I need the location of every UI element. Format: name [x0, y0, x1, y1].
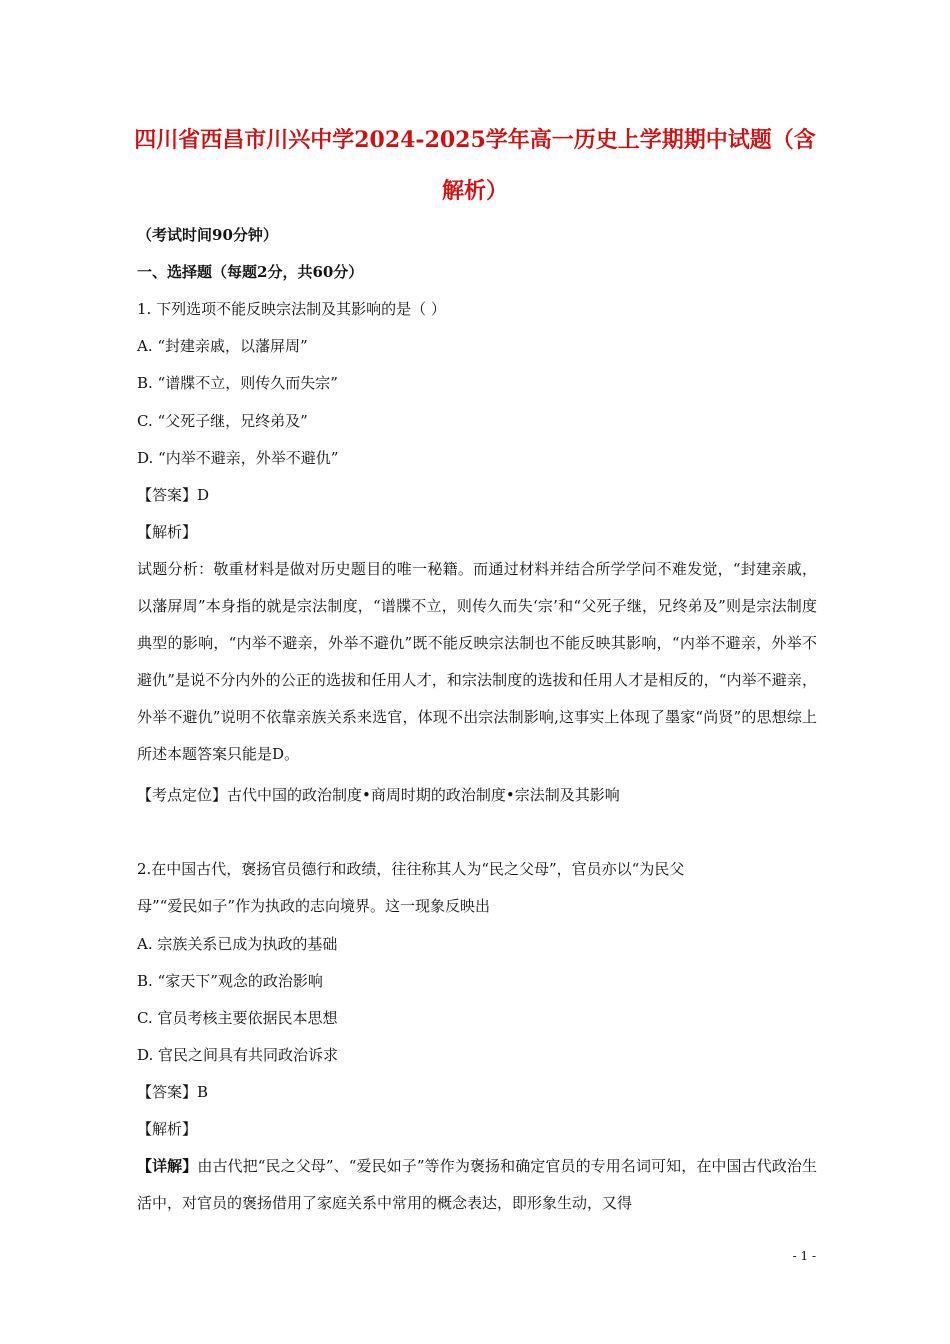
detail-paragraph [137, 1148, 817, 1222]
option-a: A. 宗族关系已成为执政的基础 [137, 935, 338, 953]
title-line-1: 四川省西昌市川兴中学2024-2025学年高一历史上学期期中试题（含 [134, 127, 816, 153]
option-b: B. “家天下”观念的政治影响 [137, 972, 323, 990]
detail-label: 【详解】 [137, 1157, 198, 1175]
analysis-label: 【解析】 [137, 1120, 198, 1138]
page-number: - 1 - [792, 1249, 816, 1263]
question-stem-line-1: 2.在中国古代，褒扬官员德行和政绩，往往称其人为“民之父母”，官员亦以“为民父 [137, 860, 685, 878]
question-stem: 1. 下列选项不能反映宗法制及其影响的是（ ） [137, 300, 446, 318]
answer: 【答案】D [137, 486, 210, 504]
kaodian: 【考点定位】古代中国的政治制度•商周时期的政治制度•宗法制及其影响 [137, 786, 620, 804]
question-stem-line-2: 母”“爱民如子”作为执政的志向境界。这一现象反映出 [137, 897, 491, 915]
section-header: 一、选择题（每题2分，共60分） [137, 263, 364, 281]
title-line-2: 解析） [441, 178, 508, 204]
option-c: C. 官员考核主要依据民本思想 [137, 1009, 338, 1027]
detail-text: 由古代把“民之父母”、“爱民如子”等作为褒扬和确定官员的专用名词可知，在中国古代政治生活中，对官员的褒扬借用了家庭关系中常用的概念表达，即形象生动，又得 [137, 1157, 817, 1212]
option-d: D. “内举不避亲，外举不避仇” [137, 449, 339, 467]
analysis-label: 【解析】 [137, 523, 198, 541]
option-a: A. “封建亲戚，以藩屏周” [137, 337, 308, 355]
option-c: C. “父死子继，兄终弟及” [137, 412, 308, 430]
exam-time: （考试时间90分钟） [137, 226, 278, 244]
analysis-text: 试题分析：敬重材料是做对历史题目的唯一秘籍。而通过材料并结合所学学问不难发觉，“封建亲戚，以藩屏周”本身指的就是宗法制度，“谱牒不立，则传久而失‘宗’和“父死子继，兄终弟及”则是宗法制度典型的影响，“内举不避亲，外举不避仇”既不能反映宗法制也不能反映其影响，“内举不避亲，外举不避仇”是说不分内外的公正的选拔和任用人才，和宗法制度的选拔和任用人才是相反的，“内举不避亲，外举不避仇”说明不依靠亲族关系来选官，体现不出宗法制影响,这事实上体现了墨家“尚贤”的思想综上所述本题答案只能是D。 [137, 560, 817, 763]
option-d: D. 官民之间具有共同政治诉求 [137, 1046, 339, 1064]
answer: 【答案】B [137, 1083, 209, 1101]
option-b: B. “谱牒不立，则传久而失宗” [137, 374, 338, 392]
